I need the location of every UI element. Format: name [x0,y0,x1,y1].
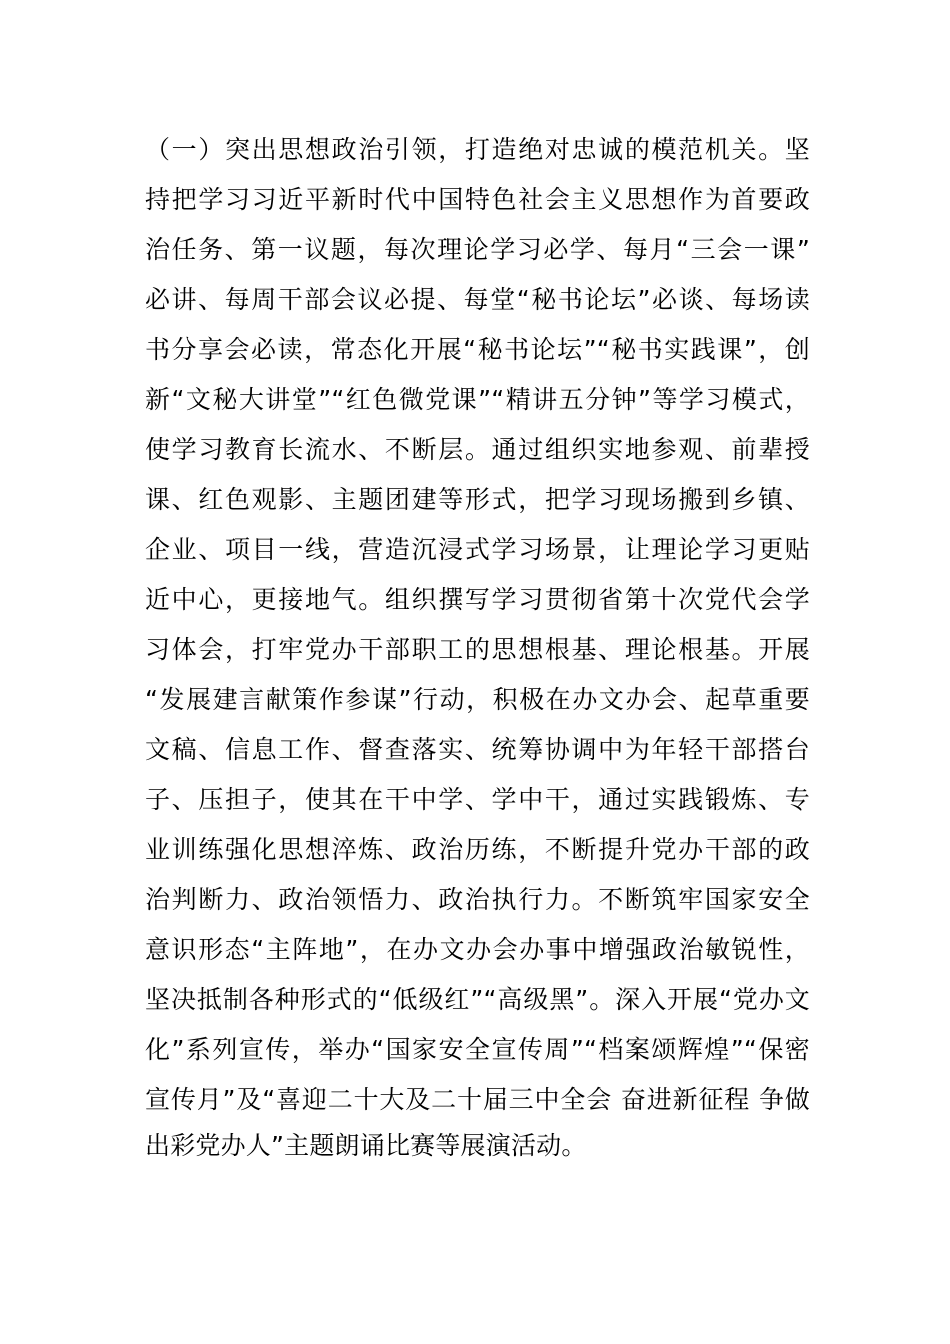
paragraph-line: 习体会，打牢党办干部职工的思想根基、理论根基。开展 [145,635,810,664]
paragraph-line: 文稿、信息工作、督查落实、统筹协调中为年轻干部搭台 [145,735,810,764]
paragraph-line: 意识形态“主阵地”，在办文办会办事中增强政治敏锐性， [145,935,810,964]
paragraph-line: 必讲、每周干部会议必提、每堂“秘书论坛”必谈、每场读 [145,285,810,314]
paragraph-line: 化”系列宣传，举办“国家安全宣传周”“档案颂辉煌”“保密 [145,1035,810,1064]
paragraph-line-last: 出彩党办人”主题朗诵比赛等展演活动。 [145,1131,587,1160]
paragraph-line: 近中心，更接地气。组织撰写学习贯彻省第十次党代会学 [145,585,810,614]
paragraph-line: （一）突出思想政治引领，打造绝对忠诚的模范机关。坚 [145,135,810,164]
paragraph-line: 坚决抵制各种形式的“低级红”“高级黑”。深入开展“党办文 [145,985,810,1014]
paragraph-line: 书分享会必读，常态化开展“秘书论坛”“秘书实践课”，创 [145,335,810,364]
paragraph-line: 宣传月”及“喜迎二十大及二十届三中全会 奋进新征程 争做 [145,1085,810,1114]
paragraph-line: 课、红色观影、主题团建等形式，把学习现场搬到乡镇、 [145,485,810,514]
paragraph-line: 治任务、第一议题，每次理论学习必学、每月“三会一课” [145,235,810,264]
paragraph-line: 新“文秘大讲堂”“红色微党课”“精讲五分钟”等学习模式， [145,385,810,414]
paragraph-line: 使学习教育长流水、不断层。通过组织实地参观、前辈授 [145,435,810,464]
paragraph-line: 持把学习习近平新时代中国特色社会主义思想作为首要政 [145,185,810,214]
paragraph-line: 企业、项目一线，营造沉浸式学习场景，让理论学习更贴 [145,535,810,564]
paragraph-line: “发展建言献策作参谋”行动，积极在办文办会、起草重要 [145,685,810,714]
paragraph-line: 子、压担子，使其在干中学、学中干，通过实践锻炼、专 [145,785,810,814]
paragraph-line: 业训练强化思想淬炼、政治历练，不断提升党办干部的政 [145,835,810,864]
paragraph-line: 治判断力、政治领悟力、政治执行力。不断筑牢国家安全 [145,885,810,914]
